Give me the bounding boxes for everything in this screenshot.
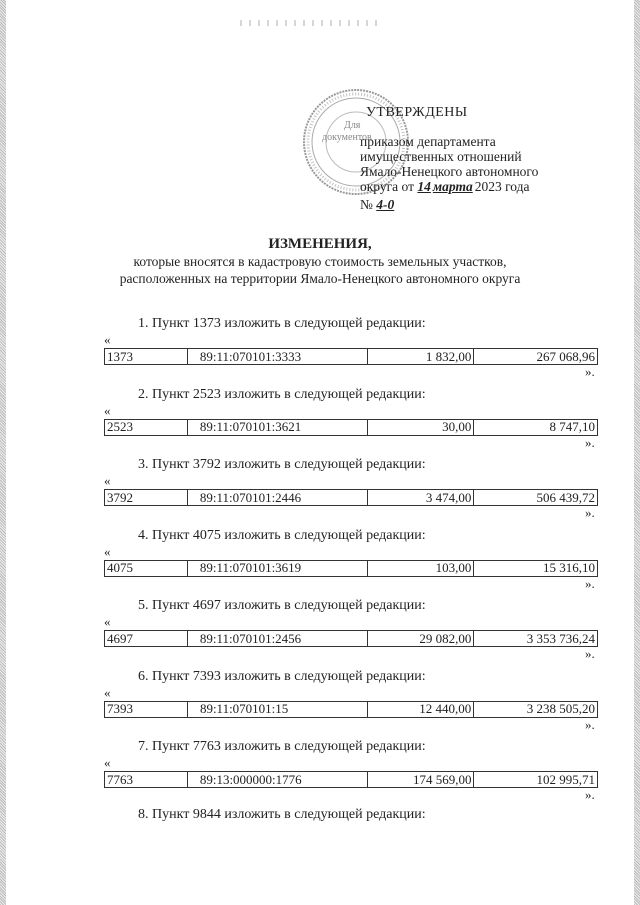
cadastral-value: 15 316,10 (474, 560, 598, 576)
cadastral-value: 506 439,72 (474, 490, 598, 506)
row-number: 4075 (105, 560, 188, 576)
quote-close: ». (585, 505, 595, 520)
table-row (105, 631, 598, 647)
table-row (105, 490, 598, 506)
row-number: 4697 (105, 631, 188, 647)
item-heading: 4. Пункт 4075 изложить в следующей редакции: (138, 527, 426, 543)
table-row (105, 701, 598, 717)
quote-close: ». (585, 364, 595, 379)
approval-block (360, 105, 600, 212)
item-table (104, 630, 598, 647)
approval-date-prefix: округа от (360, 179, 418, 194)
subtitle-line-2: расположенных на территории Ямало-Ненецкого автономного округа (119, 271, 521, 286)
approval-number-line (360, 197, 600, 212)
cadastral-value: 267 068,96 (474, 349, 598, 365)
item-table (104, 348, 598, 365)
quote-close: ». (585, 434, 595, 450)
item-table (104, 489, 598, 506)
approval-date-line (360, 179, 600, 194)
approval-line-1: приказом департамента (360, 134, 496, 149)
scan-edge-left (0, 0, 6, 905)
item-table (104, 419, 598, 436)
item-heading: 3. Пункт 3792 изложить в следующей редакции: (138, 457, 426, 472)
area: 3 474,00 (368, 490, 474, 506)
row-number: 7393 (105, 701, 188, 717)
quote-open: « (104, 473, 111, 488)
area: 30,00 (368, 419, 474, 435)
cadastral-number: 89:11:070101:2456 (187, 631, 367, 647)
approval-line-3: Ямало-Ненецкого автономного (360, 164, 539, 179)
quote-open: « (104, 684, 111, 700)
approval-date-year: 2023 года (474, 179, 530, 194)
cadastral-number: 89:11:070101:15 (187, 701, 367, 717)
area: 29 082,00 (368, 631, 474, 647)
approval-line-2: имущественных отношений (360, 149, 522, 164)
scan-artifact (240, 20, 380, 26)
area: 12 440,00 (367, 701, 473, 717)
approval-number: 4-0 (376, 197, 395, 212)
subtitle-line-1: которые вносятся в кадастровую стоимость земельных участков, (133, 254, 507, 269)
row-number: 7763 (105, 772, 188, 788)
quote-open: « (104, 402, 111, 418)
row-number: 3792 (105, 490, 188, 506)
seal-text-top: Для (344, 120, 361, 131)
approval-date-month: марта (432, 179, 473, 194)
area: 103,00 (368, 560, 474, 576)
item-heading: 1. Пункт 1373 изложить в следующей редакции: (138, 316, 426, 331)
quote-open: « (104, 755, 111, 770)
table-row (105, 772, 598, 788)
quote-close: ». (585, 575, 595, 591)
last-item-heading: 8. Пункт 9844 изложить в следующей редакции: (138, 807, 426, 822)
cadastral-number: 89:11:070101:2446 (187, 490, 367, 506)
cadastral-value: 102 995,71 (474, 772, 598, 788)
item-heading: 2. Пункт 2523 изложить в следующей редакции: (138, 386, 426, 402)
item-table (104, 701, 598, 718)
quote-open: « (104, 543, 111, 559)
cadastral-value: 3 353 736,24 (474, 631, 598, 647)
cadastral-number: 89:11:070101:3333 (187, 349, 367, 365)
approval-number-prefix: № (360, 197, 377, 212)
approval-date-day: 14 (417, 179, 431, 194)
row-number: 1373 (105, 349, 188, 365)
document-title: ИЗМЕНЕНИЯ, (268, 236, 372, 252)
cadastral-value: 3 238 505,20 (474, 701, 598, 717)
quote-open: « (104, 332, 111, 347)
quote-close: ». (585, 646, 595, 661)
approval-heading: УТВЕРЖДЕНЫ (366, 105, 468, 120)
document-subtitle (0, 253, 640, 287)
table-row (105, 419, 598, 435)
quote-open: « (104, 614, 111, 629)
area: 1 832,00 (368, 349, 474, 365)
table-row (105, 560, 598, 576)
cadastral-number: 89:11:070101:3621 (187, 419, 367, 435)
scan-edge-right (634, 0, 640, 905)
cadastral-value: 8 747,10 (474, 419, 598, 435)
row-number: 2523 (105, 419, 188, 435)
item-table (104, 560, 598, 577)
item-table (104, 771, 598, 788)
cadastral-number: 89:13:000000:1776 (187, 772, 367, 788)
item-heading: 5. Пункт 4697 изложить в следующей редакции: (138, 598, 426, 613)
quote-close: ». (585, 716, 595, 732)
item-heading: 7. Пункт 7763 изложить в следующей редакции: (138, 739, 426, 754)
item-heading: 6. Пункт 7393 изложить в следующей редакции: (138, 668, 426, 684)
table-row (105, 349, 598, 365)
cadastral-number: 89:11:070101:3619 (187, 560, 367, 576)
area: 174 569,00 (368, 772, 474, 788)
seal-text-mid: документов (322, 132, 372, 143)
quote-close: ». (585, 787, 595, 802)
